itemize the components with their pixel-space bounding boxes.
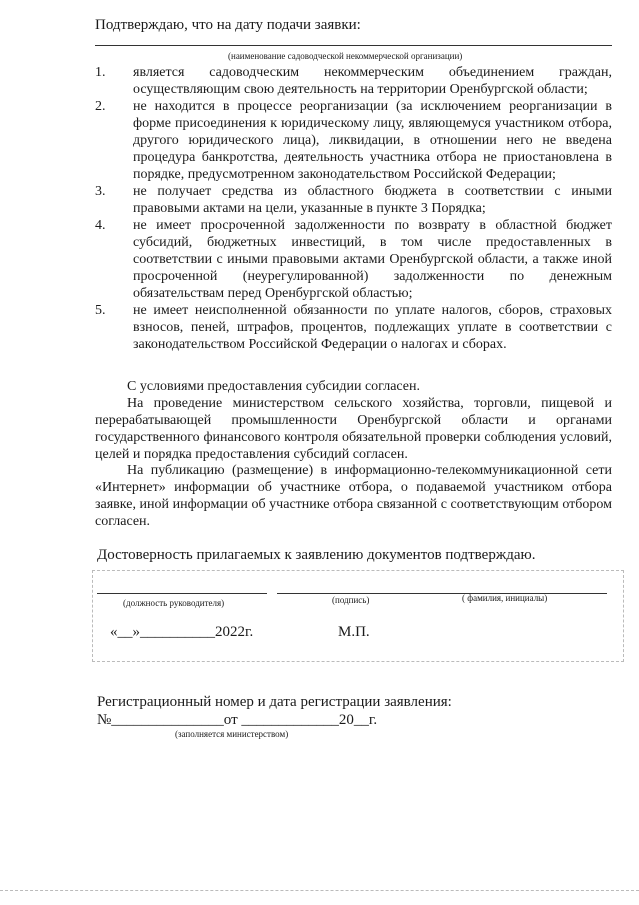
list-item [95,98,612,183]
registration-title: Регистрационный номер и дата регистрации заявления: [97,694,452,710]
publication-consent-paragraph: На публикацию (размещение) в информационно-телекоммуникационной сети «Интернет» информации об участнике отбора, о подаваемой участником отбора заявке, иной информации об участнике отбора связанной с соответствующим отбором согласен. [95,463,612,529]
registration-number-field: №_______________от _____________20__г. [97,712,378,728]
item-text: не имеет просроченной задолженности по возврату в областной бюджет субсидий, бюджетных инвестиций, в том числе предоставленных в соответствии с иными правовыми актами Оренбургской области, а также иной просроченной (неурегулированной) задолженности по денежным обязательствам перед Оренбургской областью; [133,218,612,301]
signature-caption: (подпись) [332,595,370,605]
page-edge-line [0,890,639,891]
org-name-line [95,45,612,46]
date-field: «__»__________2022г. [110,624,254,640]
item-number: 4. [95,218,106,233]
registration-caption: (заполняется министерством) [175,729,289,739]
intro-text: Подтверждаю, что на дату подачи заявки: [95,17,361,33]
position-caption: (должность руководителя) [123,598,225,608]
signature-block [92,570,624,662]
position-line [97,593,267,594]
item-text: не получает средства из областного бюджета в соответствии с иными правовыми актами на цели, указанные в пункте 3 Порядка; [133,184,612,216]
name-caption: ( фамилия, инициалы) [462,593,548,603]
list-item [95,217,612,302]
org-name-caption: (наименование садоводческой некоммерческой организации) [228,51,463,61]
documents-confirmation: Достоверность прилагаемых к заявлению документов подтверждаю. [97,547,536,563]
item-text: не имеет неисполненной обязанности по уплате налогов, сборов, страховых взносов, пеней, штрафов, процентов, подлежащих уплате в соответствии с законодательством Российской Федерации о налогах и сборах. [133,303,612,352]
item-text: является садоводческим некоммерческим объединением граждан, осуществляющим свою деятельность на территории Оренбургской области; [133,65,612,97]
subsidy-agreement-paragraph [95,378,612,395]
item-text: не находится в процессе реорганизации (за исключением реорганизации в форме присоединения к юридическому лицу, являющемуся участником отбора, другого юридического лица), ликвидации, в отношении него не введена процедура банкротства, деятельность участника отбора не приостановлена в порядке, предусмотренном законодательством Российской Федерации; [133,99,612,182]
item-number: 2. [95,99,106,114]
inspection-consent-paragraph: На проведение министерством сельского хозяйства, торговли, пищевой и перерабатывающей промышленности Оренбургской области и органами государственного финансового контроля обязательной проверки соблюдения условий, целей и порядка предоставления субсидий согласен. [95,396,612,462]
list-item [95,64,612,98]
list-item [95,302,612,353]
stamp-place: М.П. [338,624,370,640]
subsidy-agreement-text: С условиями предоставления субсидии согласен. [127,379,421,394]
item-number: 5. [95,303,106,318]
signature-name-line [277,593,607,594]
conditions-list [95,64,612,353]
item-number: 1. [95,65,106,80]
item-number: 3. [95,184,106,199]
list-item [95,183,612,217]
